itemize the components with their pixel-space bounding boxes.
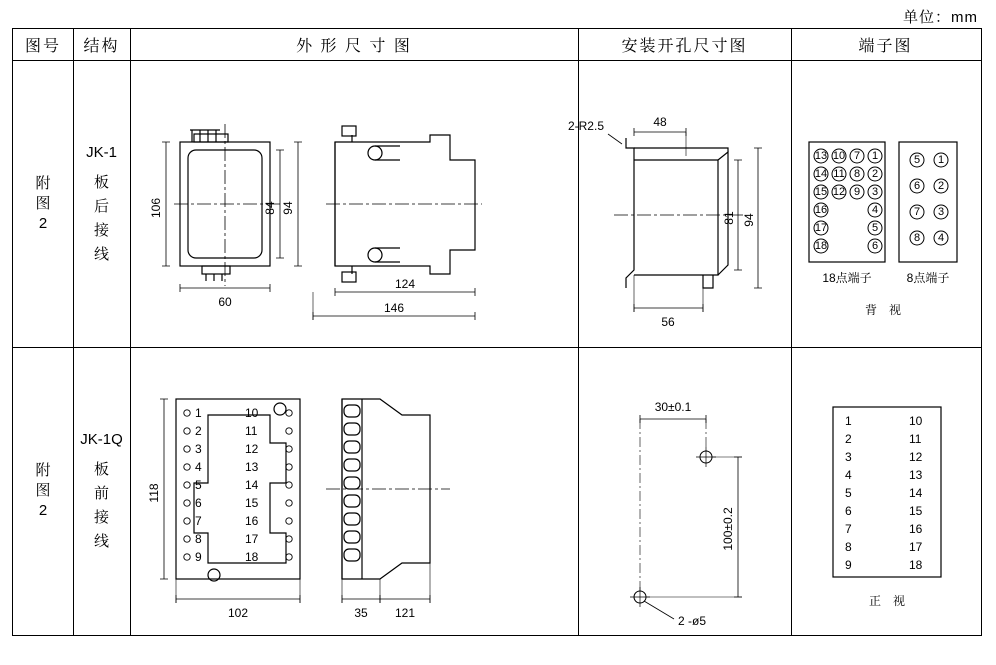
svg-text:17: 17 [814,222,828,234]
header-col-structure: 结构 [83,38,120,55]
svg-text:13: 13 [814,150,828,162]
svg-text:13: 13 [245,460,259,474]
svg-text:15: 15 [245,496,259,510]
row2-structure-char-1: 板 [93,461,109,478]
row1-terminal-view-label: 背 视 [864,303,902,317]
svg-text:18: 18 [909,558,923,572]
unit-label: 单位：mm [903,9,978,26]
row2-dim-30: 30±0.1 [654,400,692,414]
row1-dim-84: 84 [263,201,277,215]
header-col-cutout: 安装开孔尺寸图 [621,38,748,55]
row2-dim-holes: 2 -ø5 [678,614,707,628]
svg-text:16: 16 [245,514,259,528]
row2-structure [73,347,130,635]
row1-dim-94: 94 [281,201,295,215]
row1-terminal-diagram [791,60,980,347]
svg-text:6: 6 [871,240,879,252]
svg-text:5: 5 [913,154,921,166]
svg-text:6: 6 [913,180,921,192]
svg-text:2: 2 [937,180,945,192]
row2-dim-35: 35 [354,606,368,620]
row2-code-char-3: 2 [38,502,48,519]
svg-text:10: 10 [832,150,846,162]
svg-text:14: 14 [814,168,828,180]
svg-text:2: 2 [845,432,852,446]
row2-dim-118: 118 [147,483,161,503]
header-col-terminal: 端子图 [858,38,913,55]
svg-text:15: 15 [814,186,828,198]
svg-text:15: 15 [909,504,923,518]
svg-text:3: 3 [195,442,202,456]
row1-model: JK-1 [86,143,117,161]
svg-text:12: 12 [909,450,923,464]
row2-structure-char-3: 接 [93,509,109,526]
svg-text:13: 13 [909,468,923,482]
row1-structure-char-2: 后 [93,197,109,215]
row2-cutout-drawing [578,347,791,635]
svg-text:3: 3 [937,206,945,218]
svg-text:1: 1 [845,414,852,428]
svg-text:8: 8 [913,232,921,244]
svg-text:16: 16 [909,522,923,536]
row1-dim-124: 124 [394,277,416,291]
svg-text:14: 14 [909,486,923,500]
row2-dim-102: 102 [227,606,249,620]
row1-structure-char-3: 接 [93,221,109,239]
row1-structure [73,60,130,347]
svg-text:11: 11 [909,432,922,446]
row2-structure-char-2: 前 [93,485,109,502]
header-col-outline: 外 形 尺 寸 图 [296,38,412,55]
svg-text:1: 1 [195,406,202,420]
row1-terminal-left-caption: 18点端子 [822,271,872,285]
row1-dim-60: 60 [218,295,232,309]
svg-text:16: 16 [814,204,828,216]
svg-text:3: 3 [871,186,879,198]
svg-text:5: 5 [845,486,852,500]
row1-code-char-1: 附 [35,174,51,192]
svg-text:6: 6 [845,504,852,518]
svg-text:18: 18 [814,240,828,252]
svg-text:2: 2 [195,424,202,438]
svg-text:4: 4 [845,468,852,482]
row2-terminal-diagram [791,347,980,635]
row2-code [13,347,73,635]
svg-text:3: 3 [845,450,852,464]
row1-structure-char-1: 板 [93,173,109,191]
row1-code [13,60,73,347]
row2-code-char-1: 附 [35,462,51,479]
row2-outline-drawing [130,347,578,635]
svg-text:9: 9 [853,186,861,198]
row1-dim-94: 94 [742,213,756,227]
row1-code-char-2: 图 [35,194,51,212]
row1-dim-56: 56 [661,315,675,329]
svg-text:5: 5 [871,222,879,234]
svg-text:2: 2 [871,168,879,180]
svg-text:10: 10 [245,406,259,420]
svg-text:17: 17 [245,532,259,546]
svg-text:17: 17 [909,540,923,554]
svg-text:7: 7 [853,150,861,162]
svg-text:1: 1 [871,150,879,162]
svg-text:8: 8 [195,532,202,546]
row1-cutout-drawing [567,60,791,347]
svg-text:10: 10 [909,414,923,428]
row1-code-char-3: 2 [38,214,48,232]
svg-text:4: 4 [195,460,202,474]
row1-terminal-right-caption: 8点端子 [906,271,950,285]
row1-dim-81: 81 [722,211,736,225]
row2-structure-char-4: 线 [93,533,109,550]
spec-table [12,28,982,636]
svg-text:1: 1 [937,154,945,166]
svg-text:8: 8 [853,168,861,180]
svg-text:12: 12 [832,186,846,198]
row1-structure-char-4: 线 [93,245,109,263]
header-col-code: 图号 [24,38,61,55]
row1-outline-drawing [130,60,578,347]
svg-text:4: 4 [871,204,879,216]
svg-text:12: 12 [245,442,259,456]
row1-dim-48: 48 [653,115,667,129]
svg-text:9: 9 [195,550,202,564]
svg-text:5: 5 [195,478,202,492]
row2-code-char-2: 图 [35,482,51,499]
svg-text:7: 7 [845,522,852,536]
row1-dim-106: 106 [149,197,163,219]
row2-model: JK-1Q [80,431,123,448]
svg-text:4: 4 [937,232,945,244]
row2-terminal-view-label: 正 视 [868,594,906,608]
svg-text:6: 6 [195,496,202,510]
svg-text:8: 8 [845,540,852,554]
svg-text:7: 7 [913,206,921,218]
row1-dim-146: 146 [383,301,405,315]
row1-dim-r25: 2-R2.5 [567,119,604,133]
svg-text:9: 9 [845,558,852,572]
svg-text:11: 11 [833,168,845,180]
row2-dim-100: 100±0.2 [721,507,735,551]
svg-text:11: 11 [245,424,258,438]
row2-dim-121: 121 [394,606,416,620]
svg-text:14: 14 [245,478,259,492]
svg-text:7: 7 [195,514,202,528]
svg-text:18: 18 [245,550,259,564]
